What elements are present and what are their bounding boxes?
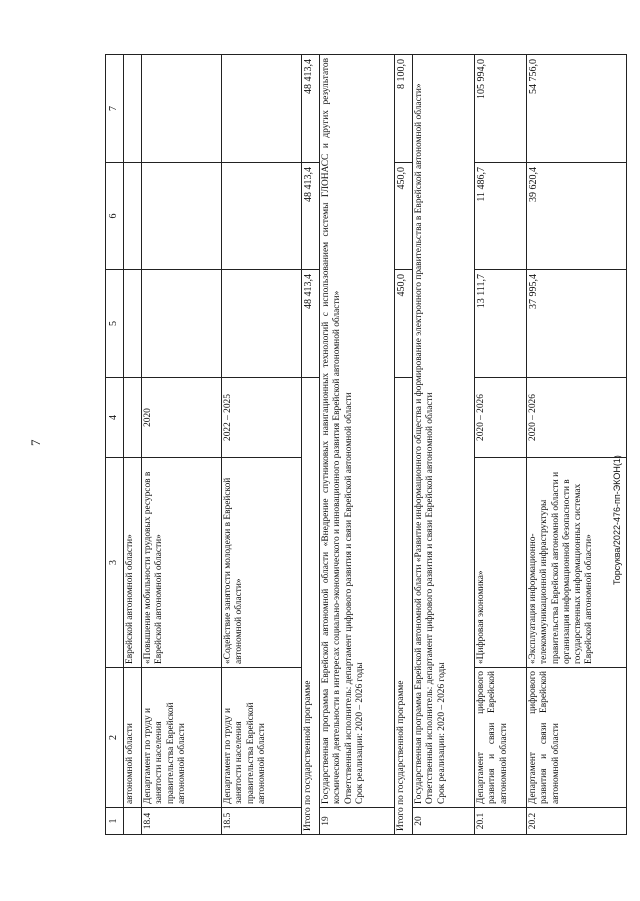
total-value: 450,0 [395,163,413,270]
years-cell: 2022 – 2025 [222,378,302,458]
row-number: 18.4 [142,808,222,835]
value-cell: 37 995,4 [527,270,627,378]
years-cell [124,378,142,458]
rotated-table-container [105,55,595,835]
total-label: Итого по государственной программе [302,378,320,835]
row-number: 18.5 [222,808,302,835]
value-cell [142,270,222,378]
program-period: Срок реализации: 2020 – 2026 годы [436,662,447,804]
value-cell [222,55,302,163]
value-cell: 13 111,7 [475,270,527,378]
row-number: 19 [320,808,395,835]
program-description [320,55,395,808]
document-code: Торсуква/2022-476-пп-ЭКОН(1) [612,455,622,585]
value-cell [124,55,142,163]
value-cell [142,55,222,163]
value-cell: 105 994,0 [475,55,527,163]
table-row [527,55,627,835]
program-description [413,55,475,808]
value-cell [222,163,302,270]
header-cell: 6 [106,163,124,270]
table-row [124,55,142,835]
total-value: 48 413,4 [302,270,320,378]
program-executor: Ответственный исполнитель: департамент цифрового развития и связи Еврейской автономной области [425,392,436,804]
years-cell: 2020 [142,378,222,458]
program-row [413,55,475,835]
program-table [105,54,627,835]
measure-cell: «Эксплуатация информационно-телекоммуникационной инфраструктуры правительства Еврейской автономной области и организация информационной безопасности в государственных информационных системах Еврейской автономной области» [527,458,627,668]
header-cell: 7 [106,55,124,163]
program-period: Срок реализации: 2020 – 2026 годы [354,662,365,804]
page-number: 7 [28,439,43,446]
program-title: Государственная программа Еврейской автономной области «Развитие информационного общества и формирование электронного правительства в Еврейской автономной области» [414,83,424,804]
department-cell: автономной области [124,668,142,808]
row-number: 20 [413,808,475,835]
value-cell [124,163,142,270]
total-row [302,55,320,835]
value-cell: 11 486,7 [475,163,527,270]
table-row [222,55,302,835]
program-executor: Ответственный исполнитель: департамент цифрового развития и связи Еврейской автономной области [343,392,354,804]
total-row [395,55,413,835]
total-value: 48 413,4 [302,55,320,163]
total-label: Итого по государственной программе [395,378,413,835]
header-cell: 1 [106,808,124,835]
row-number: 20.2 [527,808,627,835]
table-row [142,55,222,835]
header-cell: 2 [106,668,124,808]
program-row [320,55,395,835]
total-value: 48 413,4 [302,163,320,270]
program-title: Государственная программа Еврейской автономной области «Внедрение спутниковых навигационных технологий с использованием системы ГЛОНАСС и других результатов космической деятельности в интересах социально-экономического и инновационного развития Еврейской автономной области» [321,58,343,804]
measure-cell: «Содействие занятости молодежи в Еврейской автономной области» [222,458,302,668]
header-cell: 5 [106,270,124,378]
header-row [106,55,124,835]
total-value: 8 100,0 [395,55,413,163]
department-cell: Департамент цифрового развития и связи Еврейской автономной области [475,668,527,808]
value-cell [124,270,142,378]
measure-cell: Еврейской автономной области» [124,458,142,668]
value-cell [222,270,302,378]
measure-cell: «Повышение мобильности трудовых ресурсов в Еврейской автономной области» [142,458,222,668]
total-value: 450,0 [395,270,413,378]
department-cell: Департамент по труду и занятости населения правительства Еврейской автономной области [142,668,222,808]
years-cell: 2020 – 2026 [475,378,527,458]
department-cell: Департамент по труду и занятости населения правительства Еврейской автономной области [222,668,302,808]
header-cell: 4 [106,378,124,458]
measure-cell: «Цифровая экономика» [475,458,527,668]
years-cell: 2020 – 2026 [527,378,627,458]
value-cell: 54 756,0 [527,55,627,163]
header-cell: 3 [106,458,124,668]
department-cell: Департамент цифрового развития и связи Еврейской автономной области [527,668,627,808]
value-cell: 39 620,4 [527,163,627,270]
row-number [124,808,142,835]
table-row [475,55,527,835]
row-number: 20.1 [475,808,527,835]
value-cell [142,163,222,270]
